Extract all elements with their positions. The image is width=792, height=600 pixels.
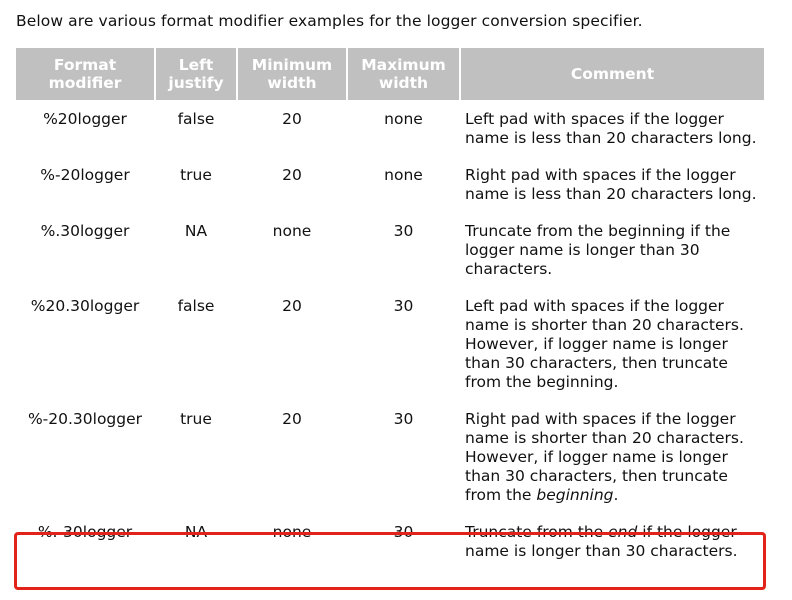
header-comment (461, 48, 764, 100)
cell-maximum-width: 30 (393, 410, 414, 428)
cell-format-modifier: %20logger (43, 110, 127, 128)
header-line: Left (178, 56, 214, 74)
cell-maximum-width: none (384, 110, 423, 128)
comment-text: if the logger name is longer than 30 characters. (465, 523, 738, 560)
header-line: width (267, 74, 317, 92)
header-maximum-width (348, 48, 459, 100)
cell-left-justify: false (177, 297, 215, 315)
table-row (16, 515, 764, 569)
comment-text: Right pad with spaces if the logger name is less than 20 characters long. (465, 166, 757, 203)
cell-minimum-width: 20 (282, 110, 302, 128)
cell-format-modifier: %-20logger (40, 166, 130, 184)
cell-maximum-width: none (384, 166, 423, 184)
cell-minimum-width: 20 (282, 166, 302, 184)
cell-format-modifier: %.-30logger (37, 523, 133, 541)
table-row (16, 289, 764, 400)
intro-text: Below are various format modifier examples for the logger conversion specifier. (16, 12, 643, 30)
cell-format-modifier: %20.30logger (30, 297, 140, 315)
cell-maximum-width: 30 (393, 222, 414, 240)
table-header-row (16, 48, 764, 100)
header-line: Maximum (361, 56, 446, 74)
cell-left-justify: false (177, 110, 215, 128)
cell-minimum-width: none (272, 523, 312, 541)
header-line: Format (53, 56, 117, 74)
comment-emphasis: end (608, 523, 638, 541)
comment-text: . (613, 486, 619, 504)
table-row (16, 102, 764, 156)
cell-comment (461, 214, 764, 287)
cell-maximum-width: 30 (393, 523, 414, 541)
cell-maximum-width: 30 (393, 297, 414, 315)
header-line: modifier (48, 74, 122, 92)
cell-comment (461, 402, 764, 513)
table-row (16, 214, 764, 287)
table-row (16, 158, 764, 212)
comment-text: Truncate from the beginning if the logger name is longer than 30 characters. (465, 222, 731, 278)
cell-comment (461, 102, 764, 156)
header-line: justify (168, 74, 224, 92)
header-format-modifier (16, 48, 154, 100)
header-left-justify (156, 48, 236, 100)
header-line: Minimum (251, 56, 333, 74)
cell-left-justify: true (180, 166, 212, 184)
comment-text: Left pad with spaces if the logger name is shorter than 20 characters. However, if logger name is longer than 30 characters, then truncate from the beginning. (465, 297, 744, 391)
cell-minimum-width: 20 (282, 297, 302, 315)
cell-format-modifier: %.30logger (40, 222, 130, 240)
cell-left-justify: NA (184, 523, 208, 541)
cell-left-justify: NA (184, 222, 208, 240)
cell-minimum-width: 20 (282, 410, 302, 428)
table-row (16, 402, 764, 513)
header-minimum-width (238, 48, 346, 100)
table-body (16, 102, 764, 569)
cell-comment (461, 158, 764, 212)
comment-text: Left pad with spaces if the logger name is less than 20 characters long. (465, 110, 757, 147)
comment-emphasis: beginning (536, 486, 614, 504)
cell-comment (461, 289, 764, 400)
header-line: Comment (570, 65, 655, 83)
cell-minimum-width: none (272, 222, 312, 240)
format-modifier-table (14, 46, 766, 571)
cell-format-modifier: %-20.30logger (27, 410, 143, 428)
header-line: width (378, 74, 429, 92)
comment-text: Truncate from the (465, 523, 609, 541)
cell-left-justify: true (180, 410, 212, 428)
cell-comment (461, 515, 764, 569)
comment-text: Right pad with spaces if the logger name is shorter than 20 characters. However, if logger name is longer than 30 characters, then truncate from the (465, 410, 744, 504)
